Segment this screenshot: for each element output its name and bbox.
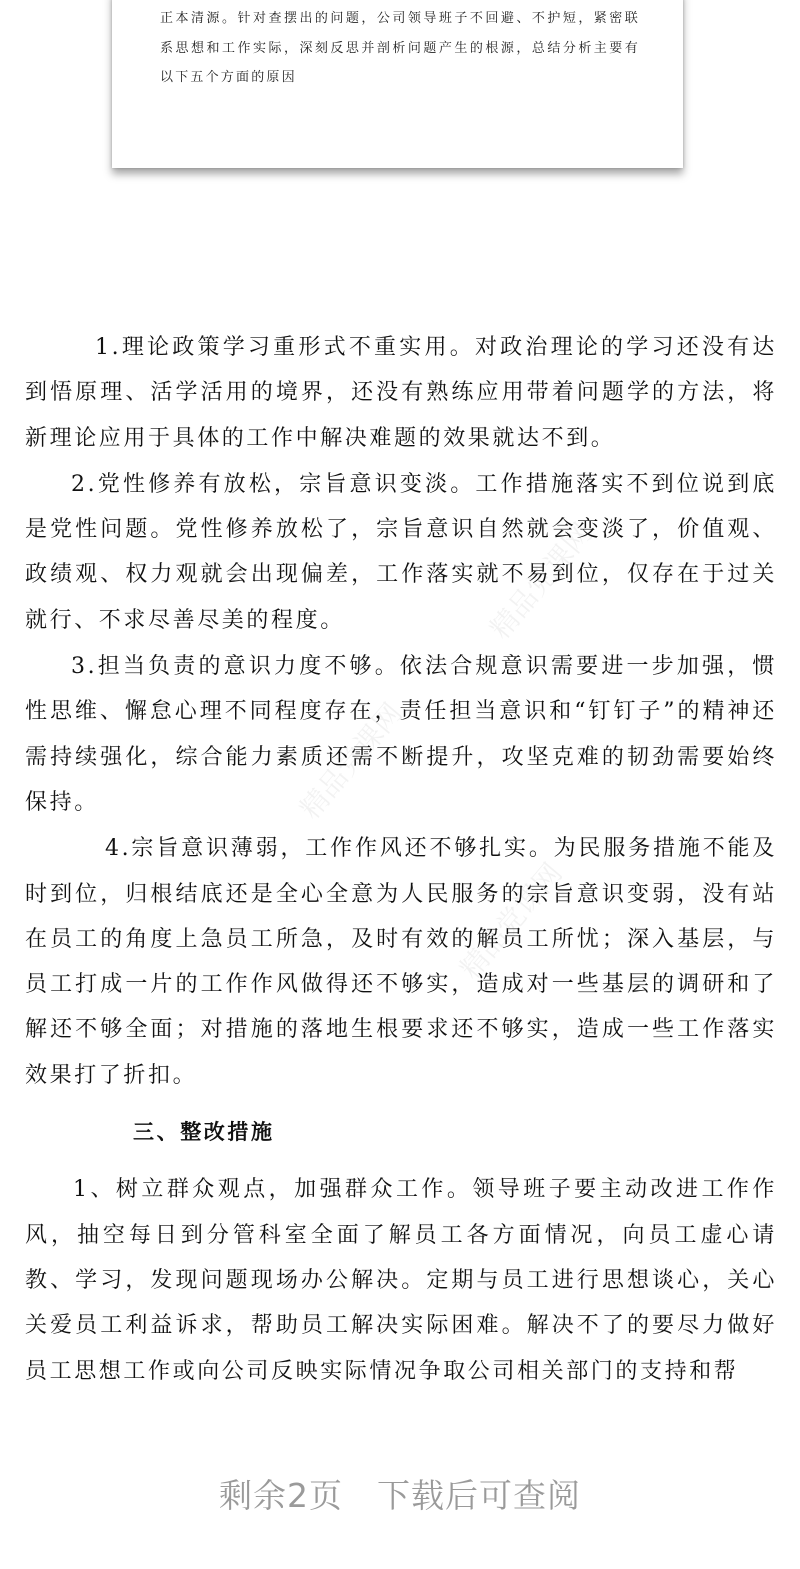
- paragraph-2: 2.党性修养有放松，宗旨意识变淡。工作措施落实不到位说到底是党性问题。党性修养放松了，宗旨意识自然就会变淡了，价值观、政绩观、权力观就会出现偏差，工作落实就不易到位，仅存在于过关就行、不求尽善尽美的程度。: [25, 471, 777, 633]
- watermark: 精品党课网: [293, 696, 409, 826]
- preview-card-text: 正本清源。针对查摆出的问题，公司领导班子不回避、不护短，紧密联系思想和工作实际，深刻反思并剖析问题产生的根源，总结分析主要有以下五个方面的原因: [160, 11, 640, 85]
- preview-page-card: [112, 0, 683, 168]
- paragraph-4: 4.宗旨意识薄弱，工作作风还不够扎实。为民服务措施不能及时到位，归根结底还是全心全意为人民服务的宗旨意识变弱，没有站在员工的角度上急员工所急，及时有效的解员工所忧；深入基层，与员工打成一片的工作作风做得还不够实，造成对一些基层的调研和了解还不够全面；对措施的落地生根要求还不够实，造成一些工作落实效果打了折扣。: [25, 836, 777, 1088]
- watermark: 精品党课网: [453, 856, 569, 986]
- section-heading: 三、整改措施: [133, 1120, 275, 1145]
- paragraph-3: 3.担当负责的意识力度不够。依法合规意识需要进一步加强，惯性思维、懈怠心理不同程度存在，责任担当意识和“钉钉子”的精神还需持续强化，综合能力素质还需不断提升，攻坚克难的韧劲需要始终保持。: [25, 654, 777, 815]
- remaining-pages-notice[interactable]: 剩余2页 下载后可查阅: [219, 1476, 581, 1515]
- section-paragraph: 1、树立群众观点，加强群众工作。领导班子要主动改进工作作风，抽空每日到分管科室全面了解员工各方面情况，向员工虚心请教、学习，发现问题现场办公解决。定期与员工进行思想谈心，关心关爱员工利益诉求，帮助员工解决实际困难。解决不了的要尽力做好员工思想工作或向公司反映实际情况争取公司相关部门的支持和帮: [25, 1177, 777, 1384]
- paragraph-1: 1.理论政策学习重形式不重实用。对政治理论的学习还没有达到悟原理、活学活用的境界，还没有熟练应用带着问题学的方法，将新理论应用于具体的工作中解决难题的效果就达不到。: [25, 335, 777, 451]
- document-body: [25, 325, 777, 1395]
- watermark: 精品党课网: [483, 516, 599, 646]
